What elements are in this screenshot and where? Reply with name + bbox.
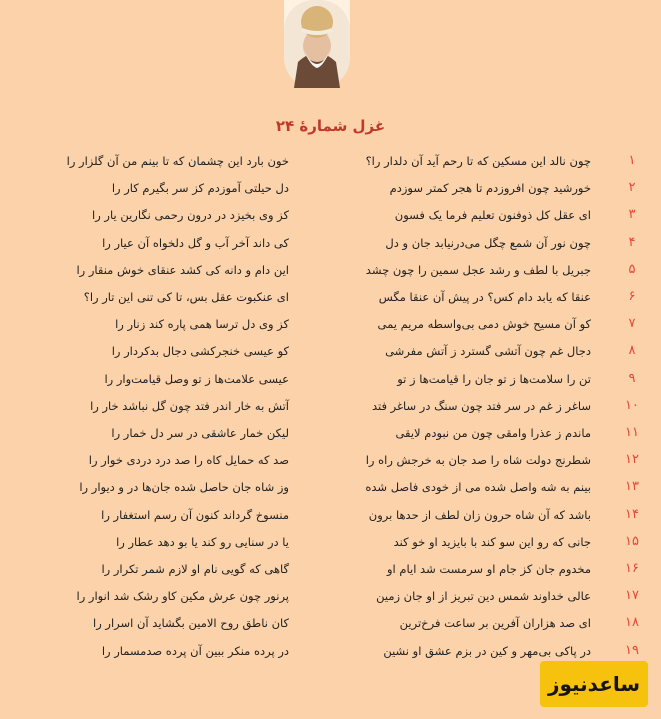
verse-number: ۱۷ (625, 588, 639, 604)
verse-row (0, 367, 661, 394)
first-hemistich: ساغر ز غم در سر فتد چون سنگ در ساغر فتد (371, 398, 591, 413)
second-hemistich: کز وی بخیزد در درون رحمی نگارین یار را (92, 208, 289, 223)
second-hemistich: در پرده منکر ببین آن پرده صدمسمار را (101, 643, 289, 658)
second-hemistich: ای عنکبوت عقل بس، تا کی تنی این تار را؟ (83, 290, 289, 304)
verse-row (0, 394, 661, 421)
second-hemistich: یا در سنایی رو کند یا بو دهد عطار را (116, 534, 289, 549)
first-hemistich: دجال غم چون آتشی گسترد ز آتش مفرشی (385, 344, 591, 359)
second-hemistich: گاهی که گویی نام او لازم شمر تکرار را (101, 562, 289, 576)
second-hemistich: کز وی دل ترسا همی پاره کند زنار را (115, 317, 289, 332)
second-hemistich: کی داند آخر آب و گل دلخواه آن عیار را (102, 235, 289, 250)
first-hemistich: تن را سلامت‌ها ز تو جان را قیامت‌ها ز تو (397, 371, 591, 386)
verse-row (0, 339, 661, 366)
verse-row (0, 231, 661, 258)
first-hemistich: باشد که آن شاه حرون زان لطف از حدها برون (368, 507, 591, 522)
verse-number: ۱۵ (625, 533, 639, 549)
verse-number: ۱۱ (625, 425, 639, 440)
first-hemistich: بینم به شه واصل شده می از خودی فاصل شده (365, 480, 591, 495)
second-hemistich: کان ناطق روح الامین بگشاید آن اسرار را (93, 616, 289, 631)
first-hemistich: شطرنج دولت شاه را صد جان به خرجش راه را (365, 453, 591, 468)
verse-number: ۱۴ (625, 506, 639, 522)
first-hemistich: عالی خداوند شمس دین تبریز از او جان زمین (376, 589, 591, 604)
verse-row (0, 448, 661, 475)
second-hemistich: عیسی علامت‌ها ز تو وصل قیامت‌وار را (104, 371, 289, 386)
verse-row (0, 557, 661, 584)
first-hemistich: در پاکی بی‌مهر و کین در بزم عشق او نشین (383, 643, 591, 658)
first-hemistich: خورشید چون افروزدم تا هجر کمتر سوزدم (389, 181, 591, 196)
verse-number: ۷ (628, 316, 636, 332)
second-hemistich: لیکن خمار عاشقی در سر دل خمار را (111, 426, 289, 440)
second-hemistich: این دام و دانه کی کشد عنقای خوش منقار را (76, 262, 289, 277)
verse-number: ۳ (628, 207, 636, 223)
verse-number: ۴ (628, 234, 636, 250)
first-hemistich: ماندم ز عذرا وامقی چون من نبودم لایقی (395, 426, 591, 440)
first-hemistich: جانی که رو این سو کند با بایزید او خو کند (393, 534, 591, 549)
second-hemistich: صد که حمایل کاه را صد درد دردی خوار را (88, 453, 289, 468)
verse-row (0, 475, 661, 502)
verse-number: ۱۲ (625, 452, 639, 468)
first-hemistich: ای عقل کل ذوفنون تعلیم فرما یک فسون (394, 208, 591, 223)
verse-row (0, 421, 661, 448)
verse-number: ۸ (628, 343, 636, 359)
verse-row (0, 611, 661, 638)
verse-row (0, 530, 661, 557)
verse-row (0, 503, 661, 530)
second-hemistich: خون بارد این چشمان که تا بینم من آن گلزار را (66, 154, 289, 168)
verse-number: ۹ (628, 370, 636, 386)
verse-number: ۱۳ (625, 479, 639, 495)
verse-number: ۲ (628, 180, 636, 196)
verse-row (0, 285, 661, 312)
site-logo (540, 661, 648, 707)
second-hemistich: کو عیسی خنجرکشی دجال بدکردار را (111, 344, 289, 359)
second-hemistich: منسوخ گرداند کنون آن رسم استغفار را (101, 507, 289, 522)
first-hemistich: جبریل با لطف و رشد عجل سمین را چون چشد (365, 262, 591, 277)
second-hemistich: دل حیلتی آموزدم کز سر بگیرم کار را (111, 181, 289, 196)
verse-number: ۶ (628, 289, 636, 304)
first-hemistich: چون نالد این مسکین که تا رحم آید آن دلدار را؟ (365, 154, 591, 168)
verse-row (0, 176, 661, 203)
verse-number: ۱ (628, 153, 636, 168)
verse-number: ۱۸ (625, 615, 639, 631)
first-hemistich: چون نور آن شمع چگل می‌درنیابد جان و دل (385, 235, 591, 250)
verse-row (0, 203, 661, 230)
verse-number: ۱۶ (625, 561, 639, 576)
first-hemistich: عنقا که یابد دام کس؟ در پیش آن عنقا مگس (378, 290, 591, 304)
poem-title: غزل شمارهٔ ۲۴ (275, 117, 386, 135)
second-hemistich: آتش به خار اندر فتد چون گل نباشد خار را (90, 398, 289, 413)
first-hemistich: ای صد هزاران آفرین بر ساعت فرخ‌ترین (399, 616, 591, 631)
verse-number: ۵ (628, 261, 636, 277)
first-hemistich: مخدوم جان کز جام او سرمست شد ایام او (386, 562, 591, 576)
logo-text: ساعدنیوز (547, 672, 641, 696)
verse-row (0, 258, 661, 285)
verse-row (0, 584, 661, 611)
verse-row (0, 149, 661, 176)
second-hemistich: وز شاه جان حاصل شده جان‌ها در و دیوار را (79, 480, 289, 495)
verse-row (0, 312, 661, 339)
verse-number: ۱۹ (625, 642, 639, 658)
first-hemistich: کو آن مسیح خوش دمی بی‌واسطه مریم یمی (377, 317, 591, 332)
second-hemistich: پرنور چون عرش مکین کاو رشک شد انوار را (76, 589, 289, 604)
verse-number: ۱۰ (625, 397, 639, 413)
